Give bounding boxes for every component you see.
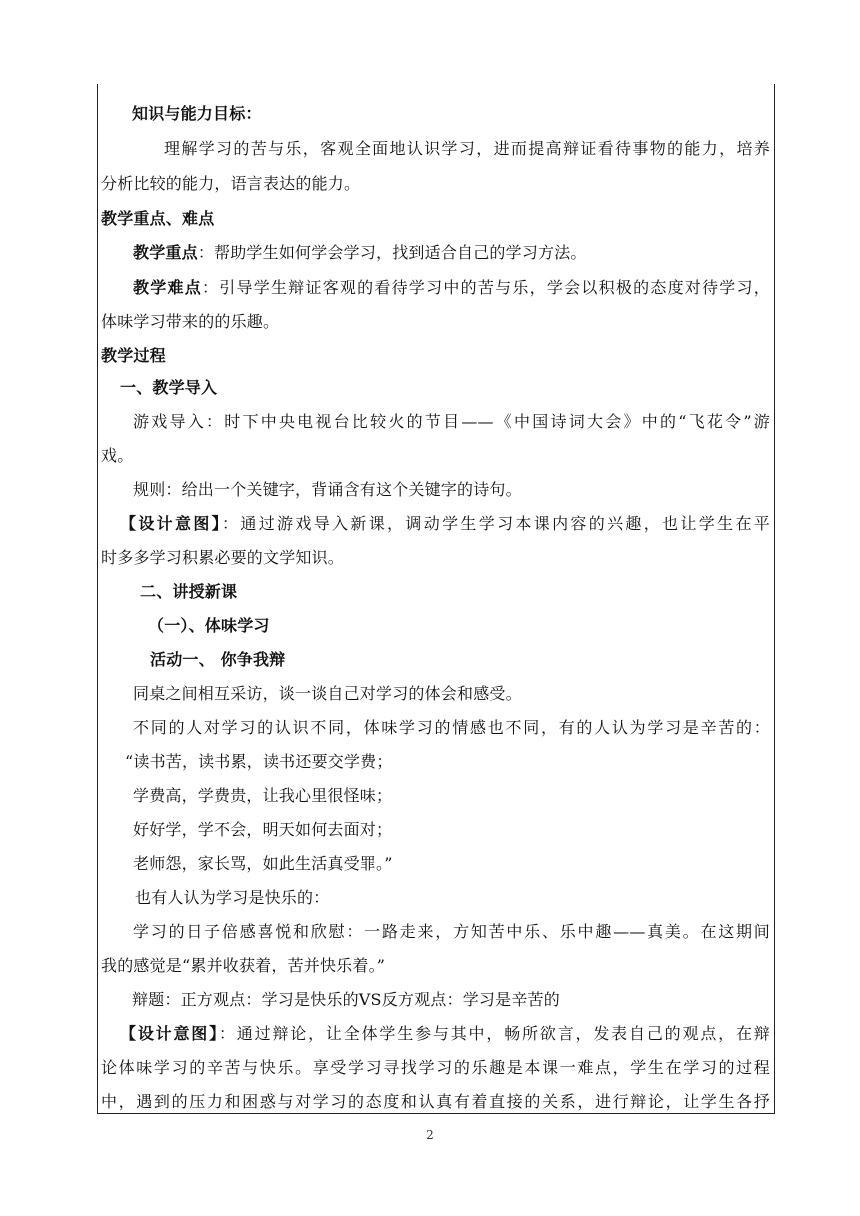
poem-line-1: “读书苦，读书累，读书还要交学费； bbox=[125, 752, 393, 771]
design1-text-1: ：通过游戏导入新课，调动学生学习本课内容的兴趣，也让学生在平 bbox=[222, 514, 770, 533]
design2-text-1: ：通过辩论，让全体学生参与其中，畅所欲言，发表自己的观点，在辩 bbox=[218, 1024, 770, 1043]
key-difficulty-heading: 教学重点、难点 bbox=[101, 209, 215, 228]
happy-quote-line-2: 我的感觉是“累并收获着，苦并快乐着。” bbox=[101, 956, 386, 975]
key-point-label: 教学重点 bbox=[133, 243, 198, 262]
knowledge-heading: 知识与能力目标： bbox=[132, 104, 262, 123]
intro-text-line-2: 戏。 bbox=[101, 446, 134, 465]
intro-text-line-1: 游戏导入：时下中央电视台比较火的节目——《中国诗词大会》中的“飞花令”游 bbox=[133, 412, 770, 431]
difficulty-paragraph-line-1 bbox=[133, 278, 770, 298]
poem-line-3: 好好学，学不会，明天如何去面对； bbox=[133, 820, 393, 839]
activity-text-1: 同桌之间相互采访，谈一谈自己对学习的体会和感受。 bbox=[133, 684, 522, 703]
key-point-text: ：帮助学生如何学会学习，找到适合自己的学习方法。 bbox=[197, 243, 587, 262]
design2-text-line-3: 中，遇到的压力和困惑与对学习的态度和认真有着直接的关系，进行辩论，让学生各抒 bbox=[101, 1092, 770, 1111]
design1-paragraph-line-1 bbox=[120, 514, 770, 534]
design2-label: 【设计意图】 bbox=[120, 1024, 219, 1043]
difficulty-text-1: ：引导学生辩证客观的看待学习中的苦与乐，学会以积极的态度对待学习， bbox=[201, 278, 770, 297]
rule-text: 规则：给出一个关键字，背诵含有这个关键字的诗句。 bbox=[133, 480, 522, 499]
knowledge-text-line-2: 分析比较的能力，语言表达的能力。 bbox=[101, 174, 361, 193]
difficulty-label: 教学难点 bbox=[133, 278, 202, 297]
happy-text: 也有人认为学习是快乐的： bbox=[135, 888, 330, 907]
activity-text-2: 不同的人对学习的认识不同，体味学习的情感也不同，有的人认为学习是辛苦的： bbox=[133, 718, 770, 737]
sub1-heading: （一）、体味学习 bbox=[148, 616, 270, 635]
part2-heading: 二、讲授新课 bbox=[140, 582, 238, 601]
poem-line-4: 老师怨，家长骂，如此生活真受罪。” bbox=[133, 854, 393, 873]
process-heading: 教学过程 bbox=[101, 346, 166, 365]
difficulty-text-line-2: 体味学习带来的的乐趣。 bbox=[101, 312, 280, 331]
design1-label: 【设计意图】 bbox=[120, 514, 223, 533]
design1-text-line-2: 时多多学习积累必要的文学知识。 bbox=[101, 548, 345, 567]
design2-paragraph-line-1 bbox=[120, 1024, 770, 1044]
poem-line-2: 学费高，学费贵，让我心里很怪味； bbox=[133, 786, 393, 805]
part1-heading: 一、教学导入 bbox=[120, 378, 218, 397]
happy-quote-line-1: 学习的日子倍感喜悦和欣慰：一路走来，方知苦中乐、乐中趣——真美。在这期间 bbox=[133, 922, 770, 941]
knowledge-text-line-1: 理解学习的苦与乐，客观全面地认识学习，进而提高辩证看待事物的能力，培养 bbox=[164, 139, 770, 158]
key-point-paragraph bbox=[133, 243, 587, 263]
debate-text: 辩题：正方观点：学习是快乐的VS反方观点：学习是辛苦的 bbox=[132, 990, 560, 1009]
design2-text-line-2: 论体味学习的辛苦与快乐。享受学习寻找学习的乐趣是本课一难点，学生在学习的过程 bbox=[101, 1058, 770, 1077]
page-number: 2 bbox=[426, 1128, 434, 1142]
activity1-heading: 活动一、 你争我辩 bbox=[150, 650, 286, 669]
